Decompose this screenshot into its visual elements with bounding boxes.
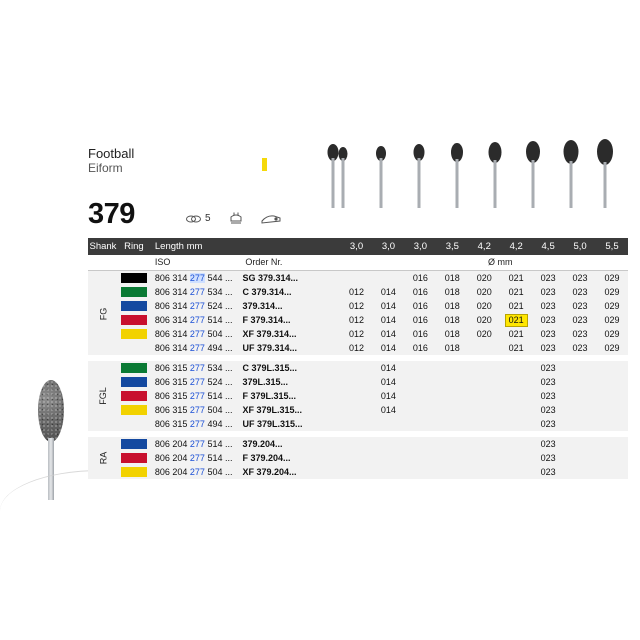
dia-8: 029 — [604, 343, 620, 353]
order-cell: 806 315 277 494 ... UF 379L.315... — [154, 419, 303, 429]
dia-3 — [436, 465, 468, 479]
dia-5: 021 — [508, 343, 524, 353]
dia-0: 012 — [348, 315, 365, 325]
dia-6: 023 — [540, 439, 556, 449]
dia-8: 029 — [604, 315, 620, 325]
dia-0 — [341, 403, 373, 417]
order-cell: 806 314 277 504 ... XF 379.314... — [154, 329, 297, 339]
dia-3 — [436, 375, 468, 389]
dia-4 — [468, 341, 500, 355]
dia-1: 014 — [380, 405, 396, 415]
dia-5 — [500, 451, 532, 465]
dia-2: 016 — [412, 329, 428, 339]
subheader-iso-order — [150, 255, 341, 270]
order-cell: 806 204 277 514 ... F 379.204... — [154, 453, 291, 463]
product-number: 379 — [88, 198, 135, 230]
pack-quantity-label: 5 — [205, 213, 211, 224]
specification-table — [88, 238, 628, 479]
dia-6: 023 — [540, 301, 556, 311]
dia-6: 023 — [540, 343, 556, 353]
dia-6: 023 — [540, 453, 556, 463]
header-length-4: 4,2 — [477, 241, 491, 252]
header-length-2: 3,0 — [413, 241, 427, 252]
dia-8: 029 — [604, 301, 620, 311]
dia-8 — [596, 465, 628, 479]
dia-4 — [468, 375, 500, 389]
dia-0: 012 — [348, 343, 365, 353]
spacer-2 — [404, 255, 436, 270]
sterilize-icon — [229, 212, 243, 225]
dia-0: 012 — [348, 329, 365, 339]
table-row[interactable] — [88, 299, 628, 313]
table-row[interactable] — [88, 403, 628, 417]
order-cell: 806 314 277 544 ... SG 379.314... — [154, 273, 299, 283]
dia-5 — [500, 417, 532, 431]
group-fgl — [88, 361, 628, 431]
pack-icon — [186, 214, 202, 224]
ring-color — [118, 285, 150, 299]
dia-4: 020 — [476, 315, 492, 325]
order-cell: 806 315 277 514 ... F 379L.315... — [154, 391, 297, 401]
table-header-row — [88, 238, 628, 255]
dia-6: 023 — [540, 287, 556, 297]
order-cell: 806 314 277 534 ... C 379.314... — [154, 287, 292, 297]
dia-5: 021 — [508, 301, 524, 311]
shank-cell — [88, 327, 118, 341]
dia-4 — [468, 403, 500, 417]
dia-6: 023 — [540, 273, 556, 283]
dia-5: 021 — [508, 329, 524, 339]
dia-8: 029 — [604, 273, 620, 283]
dia-2 — [404, 389, 436, 403]
dia-4 — [468, 465, 500, 479]
shank-cell — [88, 465, 118, 479]
dia-1 — [372, 451, 404, 465]
dia-8 — [596, 361, 628, 375]
dia-0: 012 — [348, 301, 365, 311]
spacer-3 — [564, 255, 596, 270]
highlight-marker — [262, 158, 267, 171]
dia-2 — [404, 417, 436, 431]
dia-2: 016 — [412, 343, 428, 353]
order-cell: 806 204 277 514 ... 379.204... — [154, 439, 283, 449]
table-subheader-row — [88, 255, 628, 271]
dia-7 — [564, 465, 596, 479]
order-cell: 806 314 277 524 ... 379.314... — [154, 301, 283, 311]
dia-6: 023 — [540, 405, 556, 415]
dia-8: 029 — [604, 287, 620, 297]
dia-7: 023 — [572, 273, 588, 283]
product-shape: Eiform — [88, 161, 123, 175]
shank-cell — [88, 341, 118, 355]
dia-7 — [564, 451, 596, 465]
subheader-iso: ISO — [154, 257, 171, 267]
dia-7: 023 — [572, 343, 588, 353]
dia-7: 023 — [572, 301, 588, 311]
dia-1: 014 — [380, 315, 396, 325]
dia-3: 018 — [444, 329, 460, 339]
dia-2: 016 — [412, 301, 428, 311]
dia-6: 023 — [540, 419, 556, 429]
dia-0 — [341, 361, 373, 375]
order-cell: 806 315 277 504 ... XF 379L.315... — [154, 405, 303, 415]
spacer-1 — [372, 255, 404, 270]
dia-1 — [372, 437, 404, 451]
dia-7: 023 — [572, 315, 588, 325]
dia-6: 023 — [540, 467, 556, 477]
subheader-blank2 — [118, 255, 150, 270]
dia-4: 020 — [476, 301, 492, 311]
shank-label-ra: RA — [97, 451, 108, 465]
shank-cell — [88, 437, 118, 451]
dia-4: 020 — [476, 273, 492, 283]
dia-7 — [564, 389, 596, 403]
dia-2 — [404, 451, 436, 465]
product-name: Football — [88, 146, 135, 161]
bur-shape — [444, 142, 470, 208]
dia-8 — [596, 451, 628, 465]
order-cell: 806 314 277 514 ... F 379.314... — [154, 315, 291, 325]
dia-3 — [436, 403, 468, 417]
dia-7 — [564, 361, 596, 375]
dia-1: 014 — [380, 287, 396, 297]
order-cell: 806 314 277 494 ... UF 379.314... — [154, 343, 298, 353]
dia-5 — [500, 437, 532, 451]
shank-cell — [88, 271, 118, 285]
dia-8: 029 — [604, 329, 620, 339]
ring-color — [118, 361, 150, 375]
pack-info — [186, 212, 281, 225]
table-row[interactable] — [88, 451, 628, 465]
dia-6: 023 — [540, 391, 556, 401]
ring-color — [118, 375, 150, 389]
group-ra — [88, 437, 628, 479]
dia-5: 021 — [508, 287, 524, 297]
ring-color — [118, 451, 150, 465]
dia-5 — [500, 403, 532, 417]
dia-1: 014 — [380, 363, 396, 373]
shank-cell — [88, 285, 118, 299]
header-length-1: 3,0 — [381, 241, 396, 252]
table-row[interactable] — [88, 389, 628, 403]
dia-7: 023 — [572, 329, 588, 339]
header-length-5: 4,2 — [509, 241, 523, 252]
table-row[interactable] — [88, 437, 628, 451]
header-shank: Shank — [89, 241, 117, 252]
handpiece-icon — [261, 213, 281, 225]
dia-1: 014 — [380, 329, 396, 339]
dia-0 — [341, 437, 373, 451]
dia-4: 020 — [476, 329, 492, 339]
subheader-blank — [88, 255, 118, 270]
ring-color — [118, 465, 150, 479]
dia-3: 018 — [444, 315, 460, 325]
dia-8 — [596, 417, 628, 431]
dia-5 — [500, 465, 532, 479]
dia-0 — [341, 271, 373, 285]
dia-0 — [341, 375, 373, 389]
dia-2 — [404, 465, 436, 479]
dia-5 — [500, 389, 532, 403]
bur-shape — [482, 142, 508, 208]
dia-5 — [500, 375, 532, 389]
ring-color — [118, 389, 150, 403]
shank-label-fgl: FGL — [97, 387, 108, 405]
header-length-3: 3,5 — [445, 241, 459, 252]
order-cell: 806 204 277 504 ... XF 379.204... — [154, 467, 297, 477]
dia-0: 012 — [348, 287, 365, 297]
dia-1 — [372, 465, 404, 479]
dia-0 — [341, 417, 373, 431]
dia-4 — [468, 361, 500, 375]
dia-3 — [436, 361, 468, 375]
dia-0 — [341, 465, 373, 479]
dia-7 — [564, 403, 596, 417]
ring-color — [118, 271, 150, 285]
dia-2 — [404, 437, 436, 451]
shank-label-fg: FG — [98, 307, 108, 321]
ring-color — [118, 341, 150, 355]
table-row[interactable] — [88, 327, 628, 341]
table-row[interactable] — [88, 285, 628, 299]
dia-8 — [596, 375, 628, 389]
header-length-6: 4,5 — [541, 241, 555, 252]
table-row[interactable] — [88, 271, 628, 285]
shank-cell — [88, 403, 118, 417]
bur-shape — [368, 142, 394, 208]
dia-3: 018 — [444, 273, 460, 283]
subheader-diameter: Ø mm — [487, 257, 513, 267]
dia-3 — [436, 417, 468, 431]
bur-shape — [520, 142, 546, 208]
dia-4 — [468, 389, 500, 403]
header-length: Length mm — [154, 241, 203, 252]
ring-color — [118, 313, 150, 327]
dia-1 — [372, 271, 404, 285]
dia-8 — [596, 403, 628, 417]
bur-shape — [406, 142, 432, 208]
ring-color — [118, 299, 150, 313]
dia-3: 018 — [444, 301, 460, 311]
order-cell: 806 315 277 524 ... 379L.315... — [154, 377, 289, 387]
dia-4 — [468, 451, 500, 465]
shank-cell — [88, 361, 118, 375]
header-ring: Ring — [124, 241, 144, 252]
table-row[interactable] — [88, 361, 628, 375]
dia-2 — [404, 361, 436, 375]
dia-7: 023 — [572, 287, 588, 297]
dia-6: 023 — [540, 329, 556, 339]
dia-1: 014 — [380, 377, 396, 387]
dia-2: 016 — [412, 315, 428, 325]
dia-1: 014 — [380, 301, 396, 311]
bur-shape — [592, 142, 618, 208]
table-row[interactable] — [88, 375, 628, 389]
header-length-8: 5,5 — [605, 241, 619, 252]
dia-6: 023 — [540, 363, 556, 373]
bur-shape — [558, 142, 584, 208]
dia-2 — [404, 375, 436, 389]
dia-3: 018 — [444, 343, 460, 353]
ring-color — [118, 417, 150, 431]
decorative-curve — [0, 470, 100, 511]
dia-6: 023 — [540, 315, 556, 325]
dia-2 — [404, 403, 436, 417]
dia-4: 020 — [476, 287, 492, 297]
dia-0 — [341, 389, 373, 403]
table-row[interactable] — [88, 417, 628, 431]
shank-cell — [88, 417, 118, 431]
dia-7 — [564, 417, 596, 431]
dia-3: 018 — [444, 287, 460, 297]
dia-7 — [564, 437, 596, 451]
bur-shape — [320, 142, 346, 208]
order-cell: 806 315 277 534 ... C 379L.315... — [154, 363, 298, 373]
dia-8 — [596, 389, 628, 403]
pack-quantity — [186, 213, 211, 224]
dia-1: 014 — [380, 343, 396, 353]
handpiece-info — [261, 213, 281, 225]
dia-5 — [500, 361, 532, 375]
dia-3 — [436, 437, 468, 451]
dia-7 — [564, 375, 596, 389]
subheader-order: Order Nr. — [245, 257, 283, 267]
table-row[interactable] — [88, 313, 628, 327]
dia-2: 016 — [412, 287, 428, 297]
dia-6: 023 — [540, 377, 556, 387]
dia-1 — [372, 417, 404, 431]
table-row[interactable] — [88, 341, 628, 355]
spacer-4 — [596, 255, 628, 270]
dia-4 — [468, 417, 500, 431]
header-length-7: 5,0 — [573, 241, 587, 252]
group-fg — [88, 271, 628, 355]
dia-5-highlighted[interactable]: 021 — [500, 313, 532, 327]
ring-color — [118, 437, 150, 451]
header-length-0: 3,0 — [349, 241, 364, 252]
dia-0 — [341, 451, 373, 465]
spacer-0 — [341, 255, 373, 270]
dia-5: 021 — [508, 273, 524, 283]
sterilize-info — [229, 212, 243, 225]
dia-3 — [436, 451, 468, 465]
dia-3 — [436, 389, 468, 403]
dia-8 — [596, 437, 628, 451]
ring-color — [118, 327, 150, 341]
bur-illustration-row — [320, 140, 630, 208]
dia-4 — [468, 437, 500, 451]
table-row[interactable] — [88, 465, 628, 479]
dia-1: 014 — [380, 391, 396, 401]
ring-color — [118, 403, 150, 417]
dia-2: 016 — [412, 273, 428, 283]
